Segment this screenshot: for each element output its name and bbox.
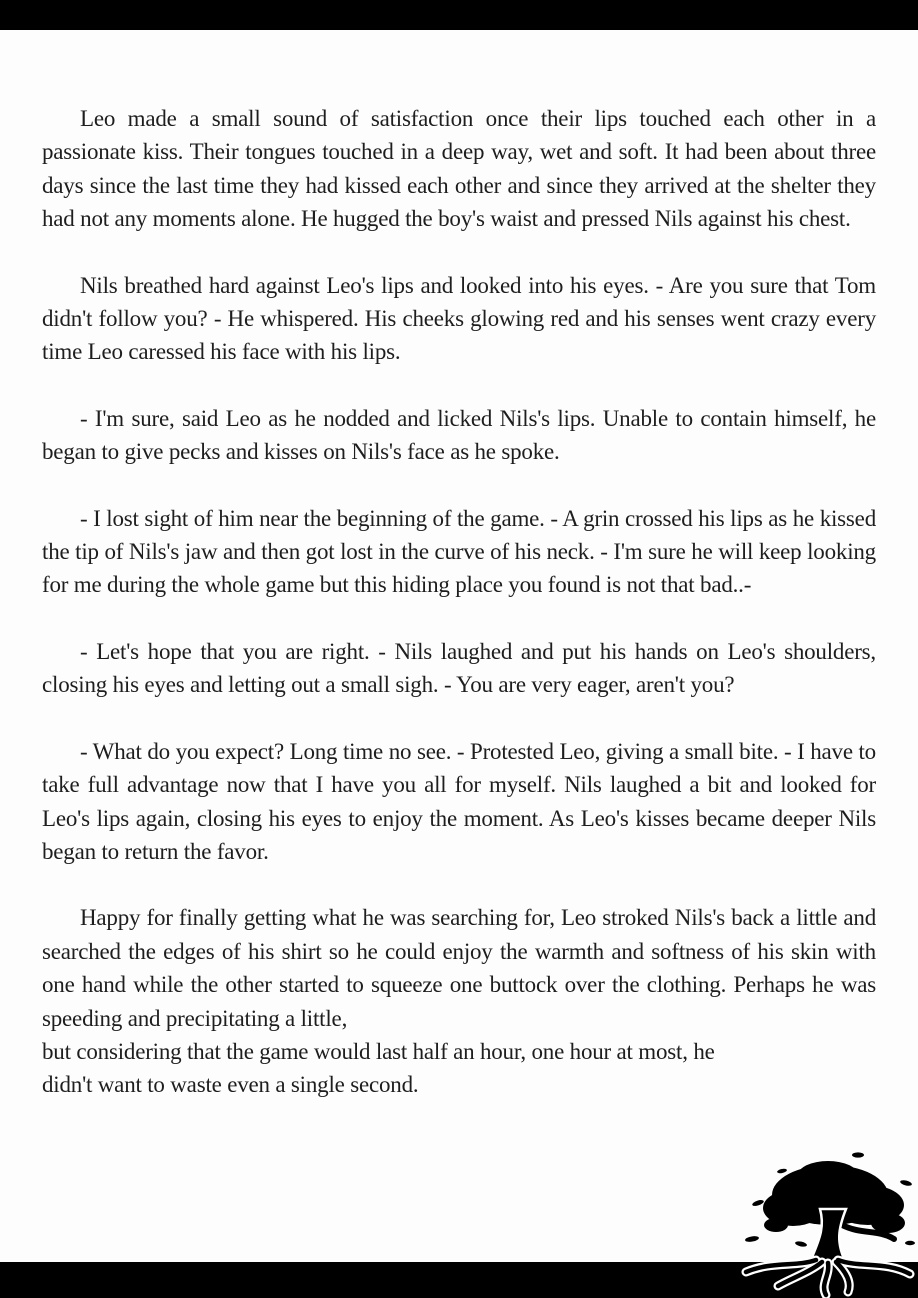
paragraph: - Let's hope that you are right. - Nils laughed and put his hands on Leo's shoulders, closing his eyes and letting out a small sigh. - You are very eager, aren't you? bbox=[42, 638, 876, 698]
paragraph: - What do you expect? Long time no see. - Protested Leo, giving a small bite. - I have to take full advantage now that I have you all for myself. Nils laughed a bit and looked for Leo's lips again, closing his eyes to enjoy the moment. As Leo's kisses became deeper Nils began to return the favor. bbox=[42, 738, 876, 864]
paragraph: Nils breathed hard against Leo's lips and looked into his eyes. - Are you sure that Tom didn't follow you? - He whispered. His cheeks glowing red and his senses went crazy every time Leo caressed his face with his lips. bbox=[42, 272, 876, 365]
paragraph: - I'm sure, said Leo as he nodded and licked Nils's lips. Unable to contain himself, he began to give pecks and kisses on Nils's face as he spoke. bbox=[42, 405, 876, 465]
page-text bbox=[42, 102, 876, 1102]
paragraph: Leo made a small sound of satisfaction once their lips touched each other in a passionate kiss. Their tongues touched in a deep way, wet and soft. It had been about three days since the last time they had kissed each other and since they arrived at the shelter they had not any moments alone. He hugged the boy's waist and pressed Nils against his chest. bbox=[42, 106, 876, 232]
paragraph: Happy for finally getting what he was searching for, Leo stroked Nils's back a little and searched the edges of his shirt so he could enjoy the warmth and softness of his skin with one hand while the other started to squeeze one buttock over the clothing. Perhaps he was speeding and precipitating a little, bbox=[42, 905, 876, 1031]
paragraph: - I lost sight of him near the beginning of the game. - A grin crossed his lips as he kissed the tip of Nils's jaw and then got lost in the curve of his neck. - I'm sure he will keep looking for me during the whole game but this hiding place you found is not that bad..- bbox=[42, 505, 876, 598]
paragraph-continuation: but considering that the game would last half an hour, one hour at most, he didn't want to waste even a single second. bbox=[42, 1038, 715, 1098]
top-border-bar bbox=[0, 0, 918, 30]
tree-logo-icon bbox=[738, 1143, 918, 1298]
